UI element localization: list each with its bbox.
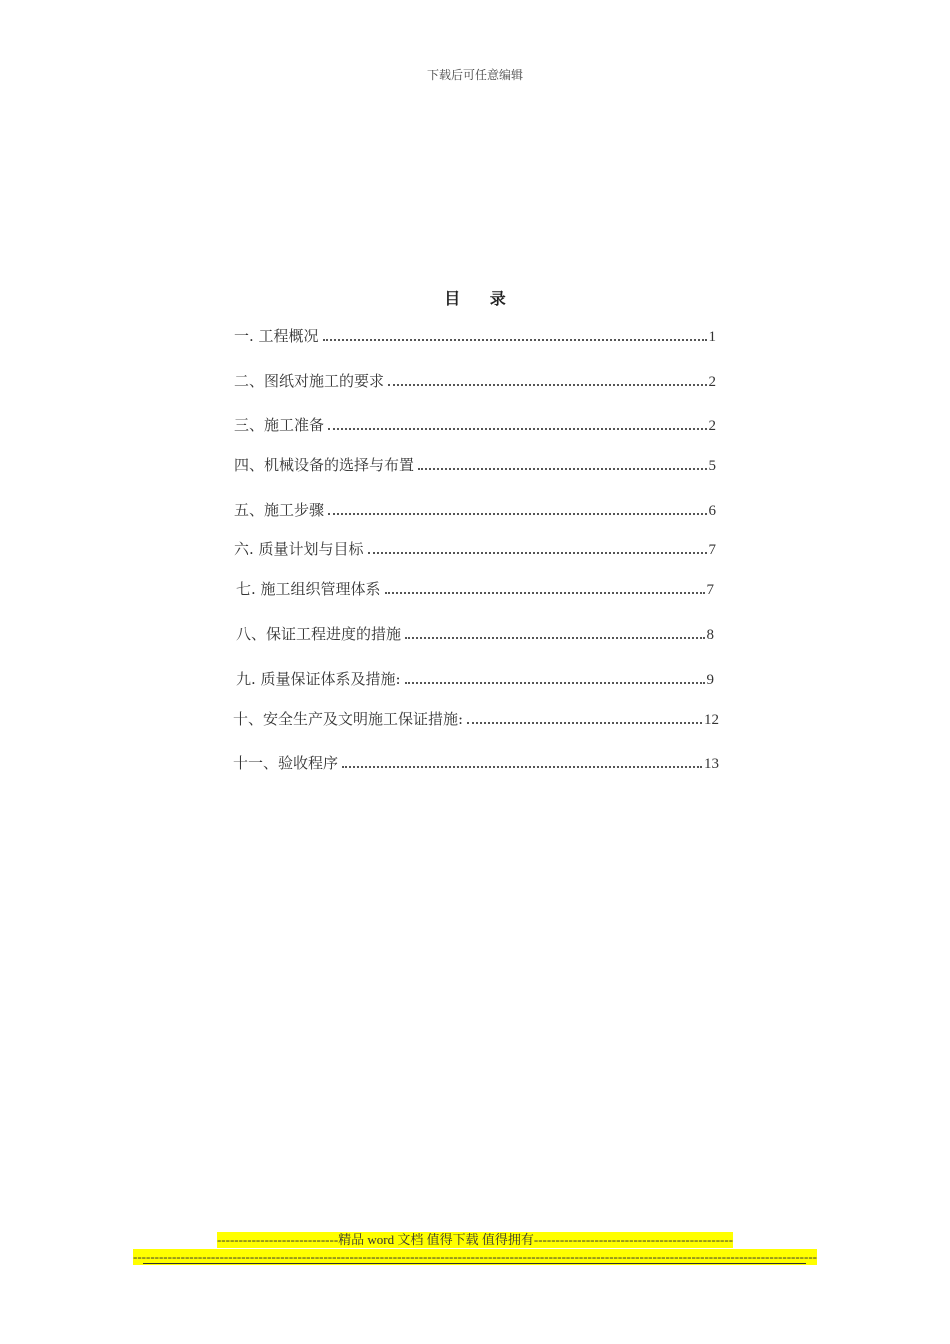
toc-leader-dots [328, 428, 706, 430]
toc-leader-dots [467, 722, 702, 724]
footer-banner-text: ----------------------------精品 word 文档 值得下载 值得拥有---------------------------------------------- [216, 1232, 734, 1247]
toc-entry-label: 六. 质量计划与目标 [234, 540, 364, 558]
toc-entry-label: 七. 施工组织管理体系 [236, 580, 381, 598]
toc-entry[interactable] [236, 668, 714, 688]
toc-entry[interactable] [234, 325, 716, 345]
toc-entry[interactable] [234, 370, 716, 390]
toc-leader-dots [418, 468, 706, 470]
toc-entry-page: 7 [706, 582, 714, 598]
toc-entry-page: 6 [708, 503, 716, 519]
toc-entry[interactable] [234, 538, 716, 558]
toc-entry[interactable] [233, 752, 719, 772]
toc-entry-page: 5 [708, 458, 716, 474]
toc-leader-dots [385, 592, 705, 594]
toc-entry[interactable] [233, 708, 719, 728]
footer-rule [143, 1263, 806, 1264]
toc-entry-page: 1 [708, 329, 716, 345]
toc-entry[interactable] [234, 499, 716, 519]
toc-leader-dots [342, 766, 702, 768]
toc-entry-label: 五、施工步骤 [234, 501, 325, 519]
toc-title: 目 录 [444, 289, 518, 308]
toc-leader-dots [328, 513, 706, 515]
page-header: 下载后可任意编辑 [426, 68, 523, 82]
toc-entry-page: 13 [704, 756, 719, 772]
toc-entry-label: 三、施工准备 [234, 416, 325, 434]
toc-entry-page: 2 [708, 418, 716, 434]
toc-leader-dots [405, 637, 704, 639]
toc-entry-label: 四、机械设备的选择与布置 [234, 456, 415, 474]
toc-entry-page: 9 [706, 672, 714, 688]
toc-leader-dots [323, 339, 707, 341]
toc-entry-page: 12 [704, 712, 719, 728]
footer-dash-text: -------------------------------------------------------------------------------------------------------------------------------------------------------------- [133, 1249, 817, 1264]
toc-entry-label: 二、图纸对施工的要求 [234, 372, 385, 390]
toc-entry-label: 十、安全生产及文明施工保证措施: [233, 710, 464, 728]
toc-leader-dots [405, 682, 705, 684]
toc-entry[interactable] [234, 454, 716, 474]
toc-entry[interactable] [234, 414, 716, 434]
toc-entry-page: 2 [708, 374, 716, 390]
toc-entry-page: 8 [706, 627, 714, 643]
toc-leader-dots [388, 384, 706, 386]
toc-leader-dots [368, 552, 707, 554]
toc-entry-label: 十一、验收程序 [233, 754, 339, 772]
toc-entry[interactable] [236, 623, 714, 643]
toc-entry-page: 7 [708, 542, 716, 558]
toc-entry-label: 八、保证工程进度的措施 [236, 625, 402, 643]
toc-entry-label: 一. 工程概况 [234, 327, 319, 345]
toc-entry-label: 九. 质量保证体系及措施: [236, 670, 401, 688]
toc-entry[interactable] [236, 578, 714, 598]
